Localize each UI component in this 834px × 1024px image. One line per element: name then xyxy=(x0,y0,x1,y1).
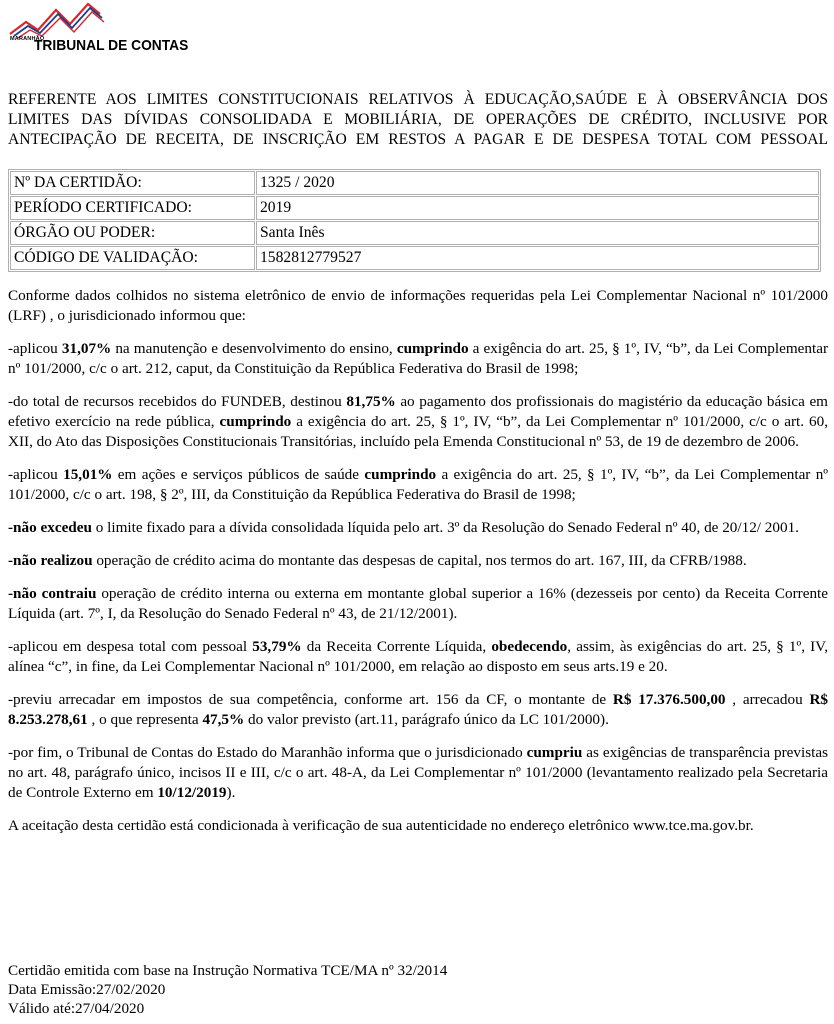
text-run: -do total de recursos recebidos do FUNDEB, destinou xyxy=(8,393,347,410)
text-run: -aplicou xyxy=(8,466,64,483)
text-run: operação de crédito acima do montante das despesas de capital, nos termos do art. 167, III, da CFRB/1988. xyxy=(92,552,747,569)
text-run: a exigência do art. 25, § 1º, IV, “b”, da Lei Complementar nº 101/2000, c/c o art. 212, caput, da Constituição da República Federativa do Brasil de 1998; xyxy=(8,340,828,377)
text-run: , assim, às exigências do art. 25, § 1º, IV, alínea “c”, in fine, da Lei Complementar Nacional nº 101/2000, em relação ao disposto em seus arts.19 e 20. xyxy=(8,638,828,675)
body-paragraph xyxy=(8,584,828,624)
certificate-info-table xyxy=(8,169,821,272)
info-label: ÓRGÃO OU PODER: xyxy=(10,221,255,245)
bold-run: 10/12/2019 xyxy=(157,784,227,801)
bold-run: R$ 8.253.278,61 xyxy=(8,691,829,728)
table-row xyxy=(10,171,819,195)
info-label: PERÍODO CERTIFICADO: xyxy=(10,196,255,220)
logo-state-label: MARANHÃO xyxy=(10,36,45,42)
bold-run: 81,75% xyxy=(346,393,396,410)
bold-run: cumprindo xyxy=(396,340,469,357)
info-label: Nº DA CERTIDÃO: xyxy=(10,171,255,195)
text-run: as exigências de transparência previstas no art. 48, parágrafo único, incisos II e III, c/c o art. 48-A, da Lei Complementar nº 101/2000 (levantamento realizado pela Secretaria de Controle Externo em xyxy=(8,744,828,801)
text-run: -aplicou em despesa total com pessoal xyxy=(8,638,253,655)
heading-line: ANTECIPAÇÃO DE RECEITA, DE INSCRIÇÃO EM RESTOS A PAGAR E DE DESPESA TOTAL COM PESSOAL xyxy=(8,131,828,148)
table-row xyxy=(10,246,819,270)
info-label: CÓDIGO DE VALIDAÇÃO: xyxy=(10,246,255,270)
table-row xyxy=(10,221,819,245)
heading-line: REFERENTE AOS LIMITES CONSTITUCIONAIS RELATIVOS À EDUCAÇÃO,SAÚDE E À OBSERVÂNCIA DOS xyxy=(8,91,828,108)
body-paragraph xyxy=(8,392,828,452)
text-run: a exigência do art. 25, § 1º, IV, “b”, da Lei Complementar nº 101/2000, c/c o art. 60, XII, do Ato das Disposições Constitucionais Transitórias, incluído pela Emenda Constitucional nº 53, de 19 de dezembro de 2006. xyxy=(8,413,828,450)
text-run: do valor previsto (art.11, parágrafo único da LC 101/2000). xyxy=(244,711,609,728)
text-run: -previu arrecadar em impostos de sua competência, conforme art. 156 da CF, o montante de xyxy=(8,691,613,708)
body-paragraph xyxy=(8,286,828,326)
text-run: ao pagamento dos profissionais do magistério da educação básica em efetivo exercício na rede pública, xyxy=(8,393,828,430)
text-run: ). xyxy=(226,784,236,801)
text-run: o limite fixado para a dívida consolidada líquida pelo art. 3º da Resolução do Senado Federal nº 40, de 20/12/ 2001. xyxy=(91,519,799,536)
info-value: 2019 xyxy=(256,196,819,220)
text-run: -por fim, o Tribunal de Contas do Estado do Maranhão informa que o jurisdicionado xyxy=(8,744,527,761)
bold-run: 15,01% xyxy=(63,466,113,483)
body-paragraph xyxy=(8,743,828,803)
body-paragraph xyxy=(8,339,828,379)
bold-run: -não realizou xyxy=(8,552,93,569)
body-paragraph xyxy=(8,465,828,505)
footer-valid-until: Válido até:27/04/2020 xyxy=(8,1000,145,1017)
text-run: operação de crédito interna ou externa em montante global superior a 16% (dezesseis por cento) da Receita Corrente Líquida (art. 7º, I, da Resolução do Senado Federal nº 43, de 21/12/2001). xyxy=(8,585,829,622)
certificate-heading xyxy=(8,90,828,150)
text-run: na manutenção e desenvolvimento do ensino, xyxy=(111,340,397,357)
body-paragraph xyxy=(8,637,828,677)
bold-run: -não excedeu xyxy=(8,519,92,536)
certificate-footer xyxy=(8,961,828,1018)
logo-title: TRIBUNAL DE CONTAS xyxy=(34,37,189,54)
body-paragraph xyxy=(8,690,828,730)
text-run: -aplicou xyxy=(8,340,62,357)
footer-normative: Certidão emitida com base na Instrução Normativa TCE/MA nº 32/2014 xyxy=(8,962,448,979)
text-run: Conforme dados colhidos no sistema eletrônico de envio de informações requeridas pela Lei Complementar Nacional nº 101/2000 (LRF) , o jurisdicionado informou que: xyxy=(8,287,828,324)
heading-line: LIMITES DAS DÍVIDAS CONSOLIDADA E MOBILIÁRIA, DE OPERAÇÕES DE CRÉDITO, INCLUSIVE POR xyxy=(8,111,828,128)
certificate-body xyxy=(8,286,828,849)
bold-run: -não contraiu xyxy=(8,585,97,602)
bold-run: 31,07% xyxy=(61,340,112,357)
logo-mark-icon xyxy=(4,0,124,40)
table-row xyxy=(10,196,819,220)
text-run: , o que representa xyxy=(87,711,203,728)
text-run: A aceitação desta certidão está condicionada à verificação de sua autenticidade no endereço eletrônico www.tce.ma.gov.br. xyxy=(8,817,754,834)
bold-run: cumprindo xyxy=(219,413,292,430)
bold-run: 53,79% xyxy=(252,638,302,655)
body-paragraph xyxy=(8,518,828,538)
body-paragraph xyxy=(8,816,828,836)
bold-run: R$ 17.376.500,00 xyxy=(612,691,726,708)
info-value: Santa Inês xyxy=(256,221,819,245)
text-run: , arrecadou xyxy=(725,691,810,708)
bold-run: cumprindo xyxy=(364,466,437,483)
text-run: a exigência do art. 25, § 1º, IV, “b”, da Lei Complementar nº 101/2000, c/c o art. 198, § 2º, III, da Constituição da República Federativa do Brasil de 1998; xyxy=(8,466,829,503)
bold-run: 47,5% xyxy=(202,711,245,728)
bold-run: cumpriu xyxy=(526,744,583,761)
body-paragraph xyxy=(8,551,828,571)
tribunal-logo xyxy=(4,0,204,60)
text-run: da Receita Corrente Líquida, xyxy=(301,638,492,655)
info-value: 1325 / 2020 xyxy=(256,171,819,195)
bold-run: obedecendo xyxy=(491,638,568,655)
info-value: 1582812779527 xyxy=(256,246,819,270)
footer-issue-date: Data Emissão:27/02/2020 xyxy=(8,981,166,998)
text-run: em ações e serviços públicos de saúde xyxy=(112,466,365,483)
